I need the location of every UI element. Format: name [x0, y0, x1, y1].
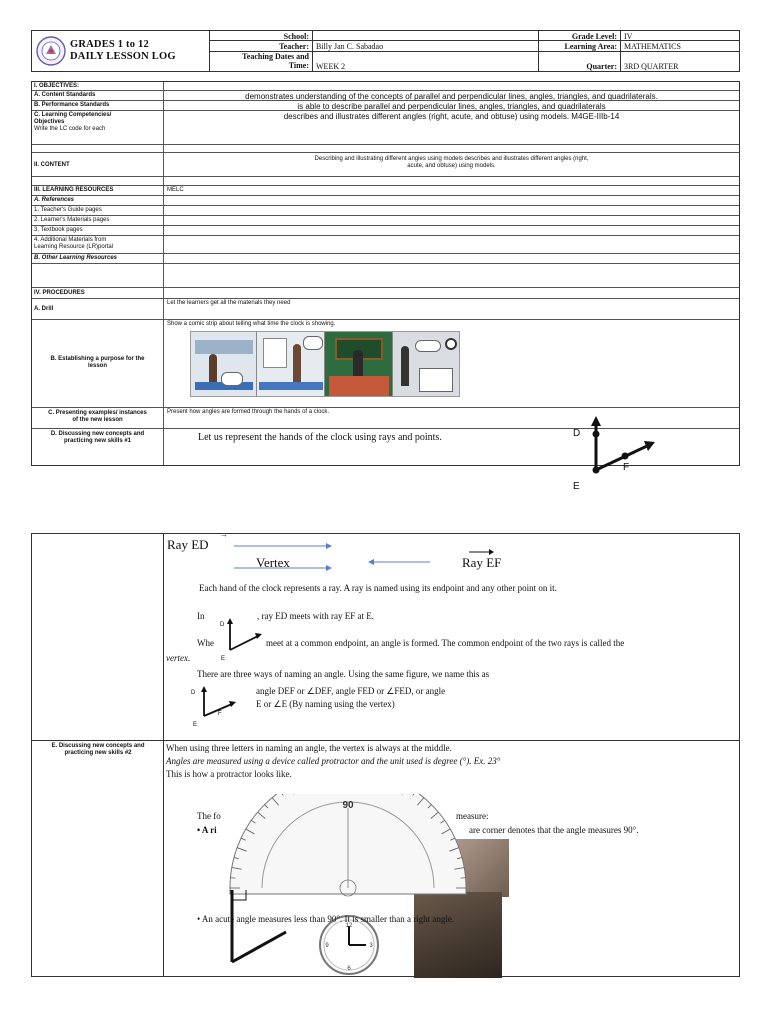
examples-value: Present how angles are formed through the hands of a clock.: [167, 409, 330, 415]
ray-ef-overbar-icon: [469, 549, 495, 555]
learners-materials-label: 2. Learner's Materials pages: [32, 216, 164, 225]
textbook-row: [32, 226, 739, 236]
comic-panel-2: [257, 332, 325, 397]
fig1-label-e: E: [573, 481, 580, 492]
small-fig2-e: E: [193, 722, 198, 728]
additional-materials-label: [32, 236, 164, 253]
protractor-looks-text: This is how a protractor looks like.: [166, 769, 292, 779]
teachers-guide-label: 1. Teacher's Guide pages: [32, 206, 164, 215]
comic-panel-4: [393, 332, 460, 397]
area-label: Learning Area:: [564, 42, 617, 51]
content-standards-value: demonstrates understanding of the concepts of parallel and perpendicular lines, angles, triangles, and quadrilaterals.: [245, 92, 658, 101]
discuss2-label-line2: practicing new skills #2: [64, 750, 132, 756]
following-text-a: The fo: [197, 811, 221, 821]
small-fig2-d: D: [191, 690, 196, 696]
additional-materials-line2: Learning Resource (LR)portal: [34, 244, 114, 250]
fig1-label-f: F: [623, 462, 630, 473]
discuss1-label-line2: practicing new skills #1: [63, 438, 132, 444]
spacer-row-3: [32, 264, 739, 288]
svg-text:3: 3: [369, 943, 373, 949]
right-angle-shape: [226, 886, 296, 966]
paragraph-angle-a: Whe: [197, 638, 214, 648]
examples-label-line1: C. Presenting examples/ instances: [48, 410, 147, 416]
competencies-label-2: Objectives: [34, 119, 65, 125]
school-value: [313, 31, 538, 33]
performance-standards-value: is able to describe parallel and perpendicular lines, angles, triangles, and quadrilaterals: [297, 102, 606, 111]
ray-ef-label: Ray EF: [462, 555, 502, 570]
competencies-row: [32, 111, 739, 145]
paragraph-naming: There are three ways of naming an angle. Using the same figure, we name this as: [197, 669, 490, 679]
paragraph-angle-c: vertex.: [166, 653, 191, 663]
small-fig2-f: F: [218, 711, 222, 717]
paragraph-meet-a: In: [197, 611, 205, 621]
content-row: [32, 153, 739, 177]
learners-materials-row: [32, 216, 739, 226]
small-angle-figure-2: [192, 682, 242, 724]
dates-label-line1: Teaching Dates and: [242, 52, 309, 61]
discuss2-label-line1: E. Discussing new concepts and: [51, 743, 145, 749]
paragraph-meet-b: , ray ED meets with ray EF at E.: [257, 611, 374, 621]
svg-text:12: 12: [345, 923, 353, 929]
content-label: II. CONTENT: [32, 153, 164, 176]
drill-label: A. Drill: [32, 299, 164, 319]
ray-ed-arrow-mark: →: [220, 530, 228, 539]
naming-line-2: E or ∠E (By naming using the vertex): [256, 699, 395, 709]
discuss1-label-line1: D. Discussing new concepts and: [50, 431, 145, 437]
grade-value: IV: [624, 32, 633, 41]
discuss1-label: [32, 429, 164, 465]
quarter-label: Quarter:: [586, 62, 617, 71]
teacher-value: Billy Jan C. Sabadao: [316, 42, 384, 51]
following-text-b: measure:: [456, 811, 489, 821]
procedures-label: IV. PROCEDURES: [32, 288, 164, 298]
references-label: A. References: [32, 196, 164, 205]
drill-row: [32, 299, 739, 320]
purpose-row: [32, 320, 739, 408]
content-value-line2: acute, and obtuse) using models.: [407, 163, 496, 169]
lesson-table: [31, 81, 740, 466]
log-title-line2: DAILY LESSON LOG: [70, 51, 176, 62]
teacher-label: Teacher:: [279, 42, 309, 51]
fig1-label-d: D: [573, 428, 581, 439]
small-fig1-e: E: [221, 656, 226, 662]
additional-materials-row: [32, 236, 739, 254]
objectives-row: [32, 82, 739, 91]
purpose-label: [32, 320, 164, 407]
protractor-90-label: 90: [342, 800, 354, 811]
resources-label: III. LEARNING RESOURCES: [32, 186, 164, 195]
examples-label: [32, 408, 164, 428]
textbook-label: 3. Textbook pages: [32, 226, 164, 235]
logo-cell: [32, 31, 210, 71]
paragraph-ray: Each hand of the clock represents a ray. A ray is named using its endpoint and any other point on it.: [199, 583, 557, 593]
vertex-pointer-arrow: [366, 558, 432, 566]
dates-value: WEEK 2: [316, 62, 346, 71]
comic-panel-3: [325, 332, 393, 397]
performance-standards-row: [32, 101, 739, 111]
discuss2-label: [32, 742, 164, 758]
log-title: [70, 39, 176, 63]
area-value: MATHEMATICS: [624, 42, 681, 51]
other-resources-label: B. Other Learning Resources: [32, 254, 164, 263]
teachers-guide-row: [32, 206, 739, 216]
competencies-value: describes and illustrates different angles (right, acute, and obtuse) using models. M4GE-IIIb-14: [283, 112, 620, 121]
paragraph-angle-b: meet at a common endpoint, an angle is formed. The common endpoint of the two rays is called the: [266, 638, 625, 648]
references-row: [32, 196, 739, 206]
deped-seal-icon: [36, 34, 66, 68]
objectives-label: I. OBJECTIVES:: [32, 82, 164, 90]
purpose-label-line2: lesson: [87, 363, 107, 369]
procedures-row: [32, 288, 739, 299]
content-value-line1: Describing and illustrating different angles using models describes and illustrates different angles (right,: [314, 156, 589, 162]
other-resources-row: [32, 254, 739, 264]
naming-line-1: angle DEF or ∠DEF, angle FED or ∠FED, or angle: [256, 686, 446, 696]
spacer-row: [32, 145, 739, 153]
purpose-value: Show a comic strip about telling what time the clock is showing.: [167, 321, 336, 327]
page2-row-divider: [32, 740, 739, 741]
spacer-row-2: [32, 177, 739, 186]
discuss1-value: Let us represent the hands of the clock using rays and points.: [198, 432, 442, 443]
dates-label: [210, 51, 312, 71]
ray-ed-label: Ray ED: [167, 537, 209, 552]
acute-angle-text: • An acute angle measures less than 90°. It is smaller than a right angle.: [197, 914, 455, 924]
protractor-text: Angles are measured using a device called protractor and the unit used is degree (°). Ex. 23°: [166, 756, 501, 766]
dates-label-line2: Time:: [288, 61, 309, 70]
resources-value: MELC: [167, 187, 184, 193]
lesson-log-header: [31, 30, 740, 72]
content-standards-label: A. Content Standards: [32, 91, 164, 100]
svg-text:6: 6: [347, 966, 351, 972]
right-angle-text-b: are corner denotes that the angle measures 90°.: [469, 825, 639, 835]
competencies-label: [32, 111, 164, 144]
small-fig1-d: D: [220, 622, 225, 628]
quarter-value: 3RD QUARTER: [624, 62, 679, 71]
competencies-label-3: Write the LC code for each: [34, 126, 106, 132]
additional-materials-line1: 4. Additional Materials from: [34, 237, 107, 243]
examples-label-line2: of the new lesson: [72, 417, 123, 423]
vertex-label: Vertex: [256, 555, 290, 570]
content-value: [164, 153, 739, 176]
right-angle-text-a: • A ri: [197, 825, 217, 835]
resources-row: [32, 186, 739, 196]
school-label: School:: [283, 32, 309, 41]
log-title-line1: GRADES 1 to 12: [70, 39, 149, 50]
small-angle-figure-1: [218, 616, 268, 658]
grade-label: Grade Level:: [571, 32, 617, 41]
vertex-middle-text: When using three letters in naming an angle, the vertex is always at the middle.: [166, 743, 452, 753]
comic-panel-1: [191, 332, 257, 397]
drill-value: Let the learners get all the materials they need: [167, 300, 291, 306]
svg-text:9: 9: [325, 943, 329, 949]
performance-standards-label: B. Performance Standards: [32, 101, 164, 110]
comic-strip-image: [190, 331, 460, 397]
competencies-label-1: C. Learning Competencies/: [34, 112, 112, 118]
purpose-cell: [164, 320, 739, 407]
angle-def-figure: [565, 412, 670, 497]
lesson-table-page2: [31, 530, 740, 977]
content-standards-row: [32, 91, 739, 101]
purpose-label-line1: B. Establishing a purpose for the: [50, 356, 145, 362]
